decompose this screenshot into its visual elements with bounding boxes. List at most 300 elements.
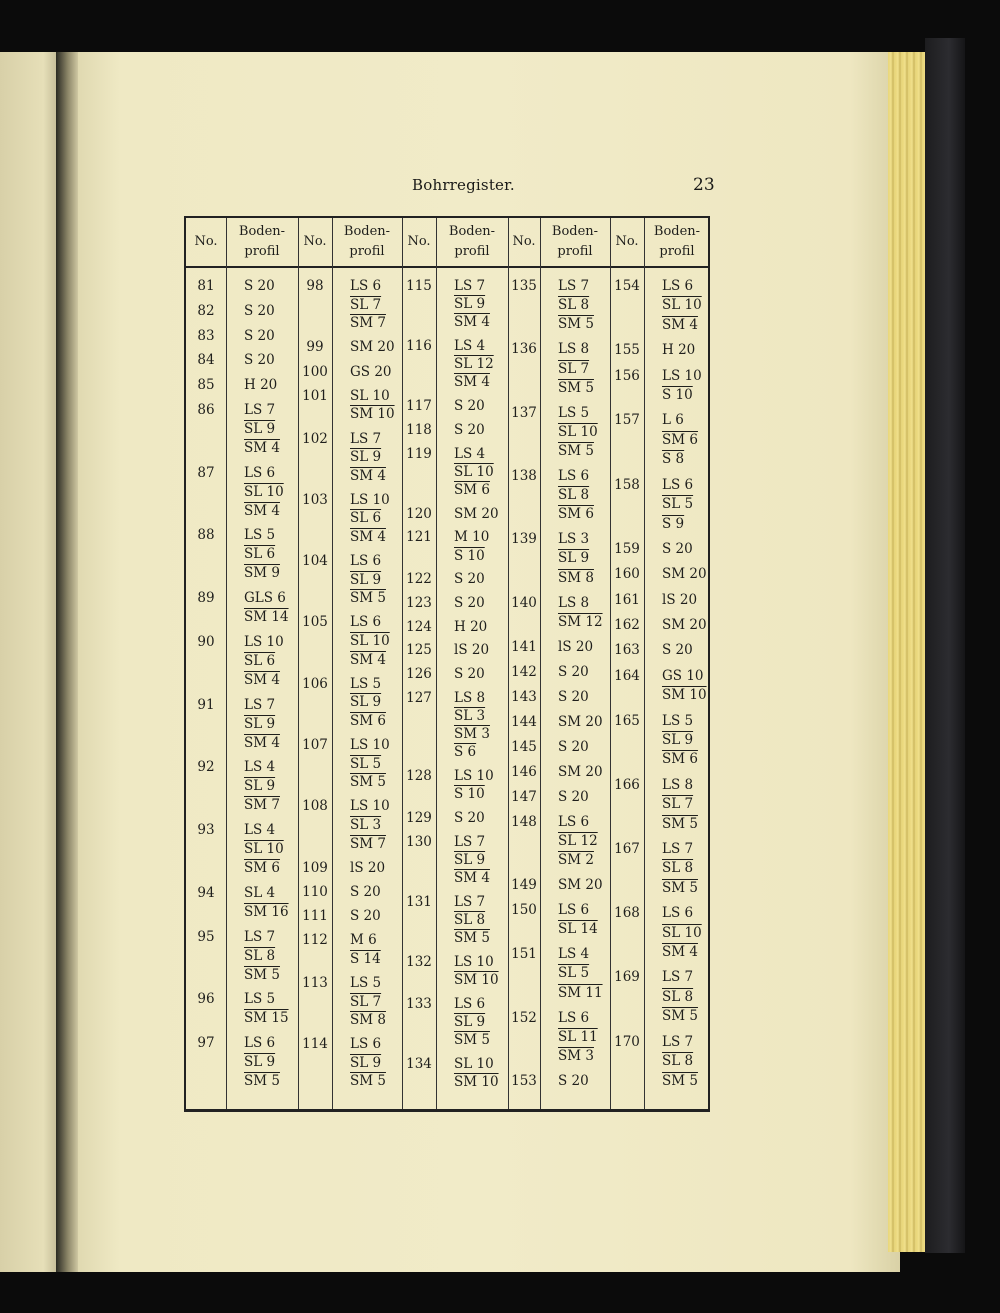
boring-number: 149 [511, 877, 537, 893]
book-cover [925, 38, 965, 1253]
boring-number: 123 [406, 594, 432, 611]
soil-layer: SL 10 [662, 924, 702, 941]
soil-layer: SM 7 [350, 315, 386, 332]
boring-number: 145 [511, 738, 537, 755]
boring-number: 91 [197, 696, 215, 713]
book-gutter [56, 52, 78, 1272]
soil-layer: LS 7 [454, 893, 486, 910]
soil-layer: SM 4 [662, 944, 698, 961]
soil-layer: SM 15 [244, 1010, 289, 1027]
boring-number: 113 [302, 975, 328, 991]
soil-layer: SL 7 [662, 796, 694, 813]
boring-number: 89 [197, 590, 215, 607]
soil-layer: LS 8 [558, 594, 590, 611]
boring-number: 95 [197, 928, 215, 945]
boring-number: 81 [197, 278, 215, 294]
soil-layer: SL 12 [454, 356, 494, 373]
soil-layer: SL 6 [244, 546, 276, 563]
soil-layer: SL 3 [454, 707, 486, 724]
boring-number: 121 [406, 529, 432, 546]
soil-layer: SM 12 [558, 613, 603, 630]
soil-layer: LS 6 [350, 1036, 382, 1053]
soil-layer: lS 20 [558, 638, 594, 655]
soil-layer: LS 7 [454, 833, 486, 850]
boring-number: 158 [614, 476, 640, 493]
boring-number: 114 [302, 1036, 328, 1053]
soil-layer: SM 10 [662, 687, 707, 704]
soil-layer: SL 9 [244, 778, 276, 795]
soil-layer: S 20 [454, 809, 485, 826]
soil-layer: H 20 [244, 377, 278, 394]
soil-layer: SL 9 [350, 694, 382, 711]
boring-number: 133 [406, 995, 432, 1012]
boring-number: 128 [406, 768, 432, 784]
soil-layer: S 10 [454, 786, 485, 803]
soil-layer: LS 6 [558, 902, 590, 918]
soil-layer: S 20 [454, 594, 485, 611]
boring-number: 159 [614, 540, 640, 557]
boring-number: 87 [197, 464, 215, 481]
soil-layer: S 20 [244, 327, 275, 344]
soil-layer: SM 20 [558, 713, 603, 730]
soil-layer: SM 5 [244, 966, 280, 983]
soil-layer: M 10 [454, 529, 490, 546]
boring-number: 157 [614, 412, 640, 429]
boring-number: 139 [511, 531, 537, 548]
soil-layer: SL 10 [350, 633, 390, 649]
boring-number: 154 [614, 278, 640, 294]
boring-number: 107 [302, 737, 328, 753]
header-no: No. [194, 234, 218, 249]
column-divider [644, 218, 645, 1109]
boring-number: 92 [197, 759, 215, 776]
soil-layer: LS 7 [662, 969, 694, 986]
soil-layer: LS 10 [454, 953, 494, 970]
boring-number: 126 [406, 666, 432, 682]
soil-layer: LS 7 [454, 278, 486, 294]
soil-layer: SL 9 [350, 571, 382, 588]
soil-layer: S 8 [662, 451, 685, 468]
soil-layer: SM 16 [244, 903, 289, 920]
soil-layer: SM 5 [350, 590, 386, 607]
boring-number: 124 [406, 618, 432, 635]
soil-layer: SM 3 [558, 1047, 594, 1064]
soil-layer: SM 4 [244, 734, 280, 751]
soil-layer: SM 20 [350, 339, 395, 356]
soil-layer: SM 4 [454, 869, 490, 886]
boring-number: 110 [302, 883, 328, 900]
soil-layer: LS 6 [350, 278, 382, 294]
boring-number: 111 [302, 908, 328, 925]
soil-layer: S 20 [662, 540, 693, 557]
boring-number: 90 [197, 633, 215, 650]
boring-number: 148 [511, 813, 537, 830]
soil-layer: LS 10 [350, 798, 390, 815]
soil-layer: LS 6 [662, 905, 694, 922]
soil-layer: LS 10 [244, 633, 284, 650]
boring-number: 151 [511, 946, 537, 963]
soil-layer: SM 4 [454, 374, 490, 391]
soil-layer: S 10 [662, 387, 693, 403]
column-divider [436, 218, 437, 1109]
boring-number: 167 [614, 841, 640, 857]
soil-layer: SM 14 [244, 609, 289, 626]
soil-layer: LS 6 [454, 995, 486, 1012]
soil-layer: SM 4 [350, 651, 386, 668]
soil-layer: S 20 [558, 663, 589, 680]
header-bodenprofil: Boden- profil [551, 224, 599, 259]
boring-number: 119 [406, 445, 432, 462]
boring-number: 83 [197, 327, 215, 344]
boring-number: 156 [614, 367, 640, 384]
soil-layer: S 20 [454, 398, 485, 415]
soil-layer: SM 5 [454, 1031, 490, 1048]
soil-layer: S 20 [454, 421, 485, 438]
bohrregister-table [184, 216, 710, 1112]
soil-layer: SM 9 [244, 565, 280, 582]
boring-number: 165 [614, 712, 640, 729]
soil-layer: SL 8 [662, 1053, 694, 1070]
boring-number: 117 [406, 398, 432, 415]
soil-layer: LS 7 [244, 696, 276, 713]
soil-layer: LS 6 [662, 278, 694, 294]
soil-layer: SM 4 [454, 314, 490, 331]
boring-number: 147 [511, 788, 537, 805]
soil-layer: SL 5 [662, 496, 694, 513]
soil-layer: LS 6 [662, 476, 694, 493]
soil-layer: SM 5 [662, 1072, 698, 1089]
soil-layer: SL 9 [244, 715, 276, 732]
soil-layer: SM 6 [662, 431, 698, 448]
left-page-edge [0, 52, 62, 1272]
soil-layer: M 6 [350, 932, 377, 949]
soil-layer: H 20 [454, 618, 488, 635]
soil-layer: S 9 [662, 515, 685, 532]
soil-layer: SM 4 [244, 439, 280, 456]
soil-layer: SL 7 [558, 360, 590, 377]
soil-layer: GLS 6 [244, 590, 286, 607]
soil-layer: SL 9 [662, 731, 694, 748]
soil-layer: SL 10 [454, 463, 494, 480]
soil-layer: LS 6 [558, 813, 590, 830]
boring-number: 153 [511, 1072, 537, 1089]
soil-layer: LS 3 [558, 531, 590, 548]
soil-layer: SM 20 [662, 566, 707, 583]
boring-number: 103 [302, 491, 328, 508]
boring-number: 93 [197, 822, 215, 838]
soil-layer: SM 2 [558, 852, 594, 869]
boring-number: 141 [511, 638, 537, 655]
boring-number: 94 [197, 884, 215, 901]
soil-layer: SM 10 [454, 971, 499, 988]
soil-layer: LS 6 [244, 464, 276, 481]
boring-number: 132 [406, 953, 432, 970]
soil-layer: SM 6 [454, 481, 490, 498]
boring-number: 96 [197, 991, 215, 1008]
soil-layer: LS 7 [244, 928, 276, 945]
soil-layer: LS 10 [350, 491, 390, 508]
soil-layer: SL 6 [244, 652, 276, 669]
soil-layer: S 20 [558, 688, 589, 705]
soil-layer: SM 5 [244, 1073, 280, 1089]
boring-number: 150 [511, 902, 537, 918]
boring-number: 169 [614, 969, 640, 986]
soil-layer: SL 9 [350, 1054, 382, 1071]
soil-layer: LS 5 [350, 675, 382, 692]
soil-layer: LS 10 [662, 367, 702, 384]
soil-layer: SL 10 [454, 1055, 494, 1072]
boring-number: 168 [614, 905, 640, 922]
boring-number: 152 [511, 1009, 537, 1026]
soil-layer: SL 7 [350, 993, 382, 1010]
boring-number: 99 [306, 339, 324, 356]
soil-layer: LS 4 [454, 445, 486, 462]
soil-layer: S 14 [350, 950, 381, 967]
boring-number: 166 [614, 776, 640, 793]
soil-layer: S 10 [454, 547, 485, 564]
column-divider [540, 218, 541, 1109]
boring-number: 160 [614, 566, 640, 583]
boring-number: 101 [302, 387, 328, 404]
soil-layer: H 20 [662, 342, 696, 359]
table-header [186, 218, 708, 268]
boring-number: 127 [406, 689, 432, 706]
soil-layer: LS 7 [244, 401, 276, 418]
soil-layer: LS 7 [662, 1033, 694, 1050]
soil-layer: LS 5 [350, 975, 382, 991]
soil-layer: SM 20 [454, 505, 499, 522]
soil-layer: SL 8 [662, 860, 694, 877]
soil-layer: SL 10 [662, 297, 702, 314]
soil-layer: SL 9 [454, 1013, 486, 1030]
soil-layer: SL 9 [454, 851, 486, 868]
column-divider [332, 218, 333, 1109]
soil-layer: LS 7 [558, 278, 590, 294]
soil-layer: SM 20 [558, 763, 603, 780]
boring-number: 170 [614, 1033, 640, 1050]
soil-layer: LS 8 [454, 689, 486, 706]
boring-number: 125 [406, 642, 432, 659]
soil-layer: SL 5 [558, 965, 590, 982]
soil-layer: S 20 [558, 788, 589, 805]
boring-number: 143 [511, 688, 537, 705]
soil-layer: LS 4 [244, 759, 276, 776]
soil-layer: LS 4 [244, 822, 276, 838]
soil-layer: S 20 [350, 883, 381, 900]
soil-layer: SM 5 [662, 879, 698, 896]
boring-number: 129 [406, 809, 432, 826]
soil-layer: SL 10 [350, 387, 390, 404]
soil-layer: LS 10 [454, 768, 494, 784]
soil-layer: SM 5 [662, 815, 698, 832]
soil-layer: SM 5 [558, 443, 594, 459]
soil-layer: SL 3 [350, 816, 382, 833]
boring-number: 144 [511, 713, 537, 730]
soil-layer: SL 9 [454, 296, 486, 313]
boring-number: 163 [614, 642, 640, 659]
soil-layer: SM 7 [350, 835, 386, 852]
soil-layer: LS 6 [350, 553, 382, 570]
boring-number: 84 [197, 352, 215, 369]
soil-layer: S 20 [558, 1072, 589, 1089]
soil-layer: SL 8 [244, 947, 276, 964]
header-bodenprofil: Boden- profil [343, 224, 391, 259]
soil-layer: SM 5 [350, 774, 386, 791]
soil-layer: SM 20 [662, 617, 707, 633]
boring-number: 106 [302, 675, 328, 692]
soil-layer: SM 7 [244, 797, 280, 814]
soil-layer: SL 8 [662, 988, 694, 1005]
boring-number: 85 [197, 377, 215, 394]
soil-layer: SL 8 [558, 297, 590, 314]
soil-layer: SM 4 [350, 467, 386, 484]
header-bodenprofil: Boden- profil [238, 224, 286, 259]
soil-layer: GS 10 [662, 667, 704, 684]
soil-layer: S 20 [454, 571, 485, 588]
soil-layer: SL 10 [244, 483, 284, 500]
soil-layer: SM 8 [350, 1012, 386, 1029]
soil-layer: SL 5 [350, 755, 382, 772]
soil-layer: LS 5 [662, 712, 694, 729]
soil-layer: SL 10 [244, 841, 284, 857]
soil-layer: SM 5 [558, 316, 594, 333]
boring-number: 140 [511, 594, 537, 611]
soil-layer: LS 6 [350, 614, 382, 631]
soil-layer: L 6 [662, 412, 684, 429]
soil-layer: SL 9 [558, 550, 590, 567]
boring-number: 137 [511, 404, 537, 421]
soil-layer: SL 9 [244, 1054, 276, 1070]
soil-layer: lS 20 [454, 642, 490, 659]
soil-layer: SL 11 [558, 1028, 598, 1045]
soil-layer: S 20 [350, 908, 381, 925]
boring-number: 109 [302, 859, 328, 876]
soil-layer: SM 6 [244, 860, 280, 876]
soil-layer: SM 5 [454, 930, 490, 946]
boring-number: 134 [406, 1055, 432, 1072]
soil-layer: SM 5 [350, 1073, 386, 1090]
soil-layer: LS 8 [662, 776, 694, 793]
soil-layer: S 20 [558, 738, 589, 755]
soil-layer: lS 20 [350, 859, 386, 876]
soil-layer: SM 10 [454, 1073, 499, 1090]
soil-layer: LS 8 [558, 341, 590, 358]
boring-number: 118 [406, 421, 432, 438]
soil-layer: SM 4 [244, 671, 280, 688]
soil-layer: SM 11 [558, 984, 603, 1001]
soil-layer: SM 5 [662, 1008, 698, 1025]
header-bodenprofil: Boden- profil [653, 224, 701, 259]
boring-number: 155 [614, 342, 640, 359]
soil-layer: SL 4 [244, 884, 276, 901]
soil-layer: LS 6 [244, 1035, 276, 1051]
boring-number: 82 [197, 302, 215, 319]
soil-layer: LS 7 [350, 430, 382, 447]
header-no: No. [512, 234, 536, 249]
running-head: Bohrregister. [412, 176, 515, 194]
soil-layer: SL 9 [244, 420, 276, 437]
soil-layer: SL 12 [558, 832, 598, 849]
boring-number: 86 [197, 401, 215, 418]
soil-layer: SL 8 [558, 487, 590, 504]
soil-layer: SM 10 [350, 406, 395, 423]
boring-number: 162 [614, 617, 640, 633]
boring-number: 115 [406, 278, 432, 294]
soil-layer: S 20 [244, 302, 275, 319]
boring-number: 138 [511, 468, 537, 484]
header-no: No. [615, 234, 639, 249]
boring-number: 116 [406, 338, 432, 355]
soil-layer: SM 8 [558, 569, 594, 586]
boring-number: 142 [511, 663, 537, 680]
soil-layer: LS 7 [662, 841, 694, 857]
soil-layer: SM 20 [558, 877, 603, 893]
boring-number: 88 [197, 527, 215, 544]
soil-layer: LS 5 [244, 991, 276, 1008]
boring-number: 120 [406, 505, 432, 522]
boring-number: 161 [614, 591, 640, 608]
soil-layer: SL 14 [558, 921, 598, 938]
page-number: 23 [693, 175, 715, 195]
soil-layer: LS 6 [558, 1009, 590, 1026]
header-no: No. [303, 234, 327, 249]
soil-layer: SL 8 [454, 911, 486, 928]
boring-number: 104 [302, 553, 328, 570]
boring-number: 122 [406, 571, 432, 588]
soil-layer: S 20 [244, 352, 275, 369]
soil-layer: S 6 [454, 744, 477, 761]
soil-layer: SM 6 [350, 712, 386, 729]
soil-layer: SL 6 [350, 510, 382, 527]
boring-number: 108 [302, 798, 328, 815]
soil-layer: SM 5 [558, 379, 594, 396]
soil-layer: LS 5 [244, 527, 276, 544]
soil-layer: lS 20 [662, 591, 698, 608]
boring-number: 136 [511, 341, 537, 358]
soil-layer: LS 4 [454, 338, 486, 355]
boring-number: 105 [302, 614, 328, 631]
soil-layer: SM 3 [454, 726, 490, 743]
column-divider [226, 218, 227, 1109]
soil-layer: SM 4 [662, 316, 698, 333]
soil-layer: SM 4 [350, 528, 386, 545]
boring-number: 164 [614, 667, 640, 684]
boring-number: 102 [302, 430, 328, 447]
soil-layer: LS 6 [558, 468, 590, 484]
soil-layer: LS 10 [350, 737, 390, 753]
soil-layer: LS 4 [558, 946, 590, 963]
soil-layer: S 20 [244, 278, 275, 294]
boring-number: 100 [302, 363, 328, 380]
boring-number: 98 [306, 278, 324, 294]
soil-layer: SM 4 [244, 502, 280, 519]
soil-layer: GS 20 [350, 363, 392, 380]
header-bodenprofil: Boden- profil [448, 224, 496, 259]
soil-layer: S 20 [662, 642, 693, 659]
boring-number: 97 [197, 1035, 215, 1051]
soil-layer: SL 10 [558, 423, 598, 440]
boring-number: 135 [511, 278, 537, 294]
soil-layer: SM 6 [662, 751, 698, 768]
boring-number: 131 [406, 893, 432, 910]
soil-layer: SM 6 [558, 506, 594, 523]
header-no: No. [407, 234, 431, 249]
boring-number: 146 [511, 763, 537, 780]
soil-layer: S 20 [454, 666, 485, 682]
boring-number: 112 [302, 932, 328, 949]
boring-number: 130 [406, 833, 432, 850]
soil-layer: SL 9 [350, 449, 382, 465]
